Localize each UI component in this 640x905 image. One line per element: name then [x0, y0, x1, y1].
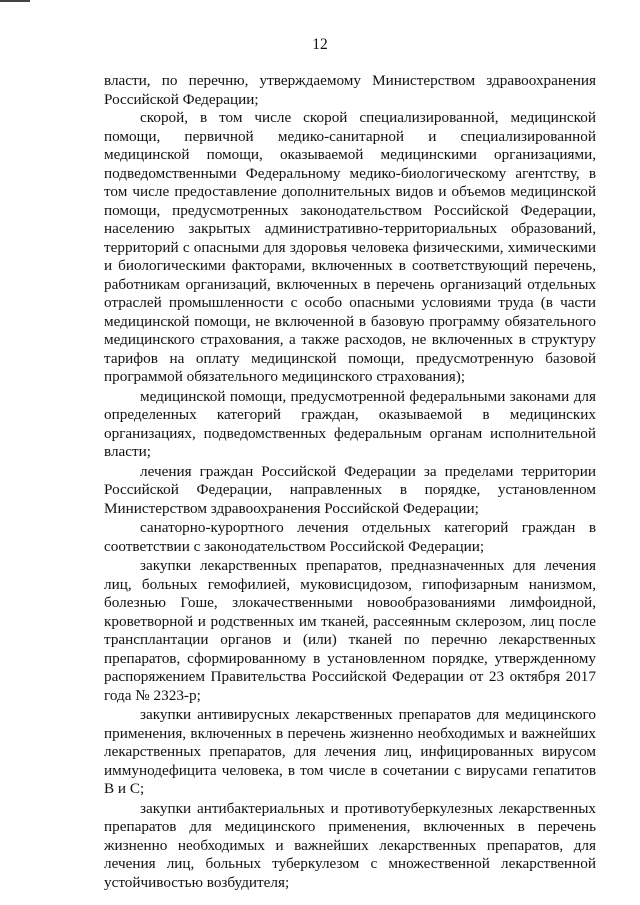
paragraph-antibacterial-purchase: закупки антибактериальных и противотуберкулезных лекарственных препаратов для медицинского применения, включенных в перечень жизненно необходимых и важнейших лекарственных препаратов, для лечения лиц, больных туберкулезом с множественной лекарственной устойчивостью возбудителя; [104, 799, 596, 891]
page-number: 12 [312, 36, 328, 53]
paragraph-ambulance-care: скорой, в том числе скорой специализированной, медицинской помощи, первичной медико-санитарной и специализированной медицинской помощи, оказываемой медицинскими организациями, подведомственными Федеральному медико-биологическому агентству, в том числе предоставление дополнительных видов и объемов медицинской помощи, предусмотренных законодательством Российской Федерации, населению закрытых административно-территориальных образований, территорий с опасными для здоровья человека физическими, химическими и биологическими факторами, включенных в соответствующий перечень, работникам организаций, включенных в перечень организаций отдельных отраслей промышленности с особо опасными условиями труда (в части медицинской помощи, не включенной в базовую программу обязательного медицинского страхования, а также расходов, не включенных в структуру тарифов на оплату медицинской помощи, предусмотренную базовой программой обязательного медицинского страхования); [104, 109, 596, 385]
scan-corner-mark [0, 0, 30, 2]
paragraph-federal-law-care: медицинской помощи, предусмотренной федеральными законами для определенных категорий граждан, оказываемой в медицинских организациях, подведомственных федеральным органам исполнительной власти; [104, 387, 596, 460]
document-body [104, 72, 596, 892]
paragraph-sanatorium: санаторно-курортного лечения отдельных категорий граждан в соответствии с законодательством Российской Федерации; [104, 519, 596, 555]
paragraph-continued: власти, по перечню, утверждаемому Министерством здравоохранения Российской Федерации; [104, 72, 596, 108]
paragraph-antiviral-purchase: закупки антивирусных лекарственных препаратов для медицинского применения, включенных в перечень жизненно необходимых и важнейших лекарственных препаратов, для лечения лиц, инфицированных вирусом иммунодефицита человека, в том числе в сочетании с вирусами гепатитов B и C; [104, 706, 596, 797]
paragraph-drug-purchase: закупки лекарственных препаратов, предназначенных для лечения лиц, больных гемофилией, муковисцидозом, гипофизарным нанизмом, болезнью Гоше, злокачественными новообразованиями лимфоидной, кроветворной и родственных им тканей, рассеянным склерозом, лиц после трансплантации органов и (или) тканей по перечню лекарственных препаратов, сформированному в установленном порядке, утвержденному распоряжением Правительства Российской Федерации от 23 октября 2017 года № 2323-р; [104, 557, 596, 704]
paragraph-treatment-abroad: лечения граждан Российской Федерации за пределами территории Российской Федерации, направленных в порядке, установленном Министерством здравоохранения Российской Федерации; [104, 462, 596, 517]
